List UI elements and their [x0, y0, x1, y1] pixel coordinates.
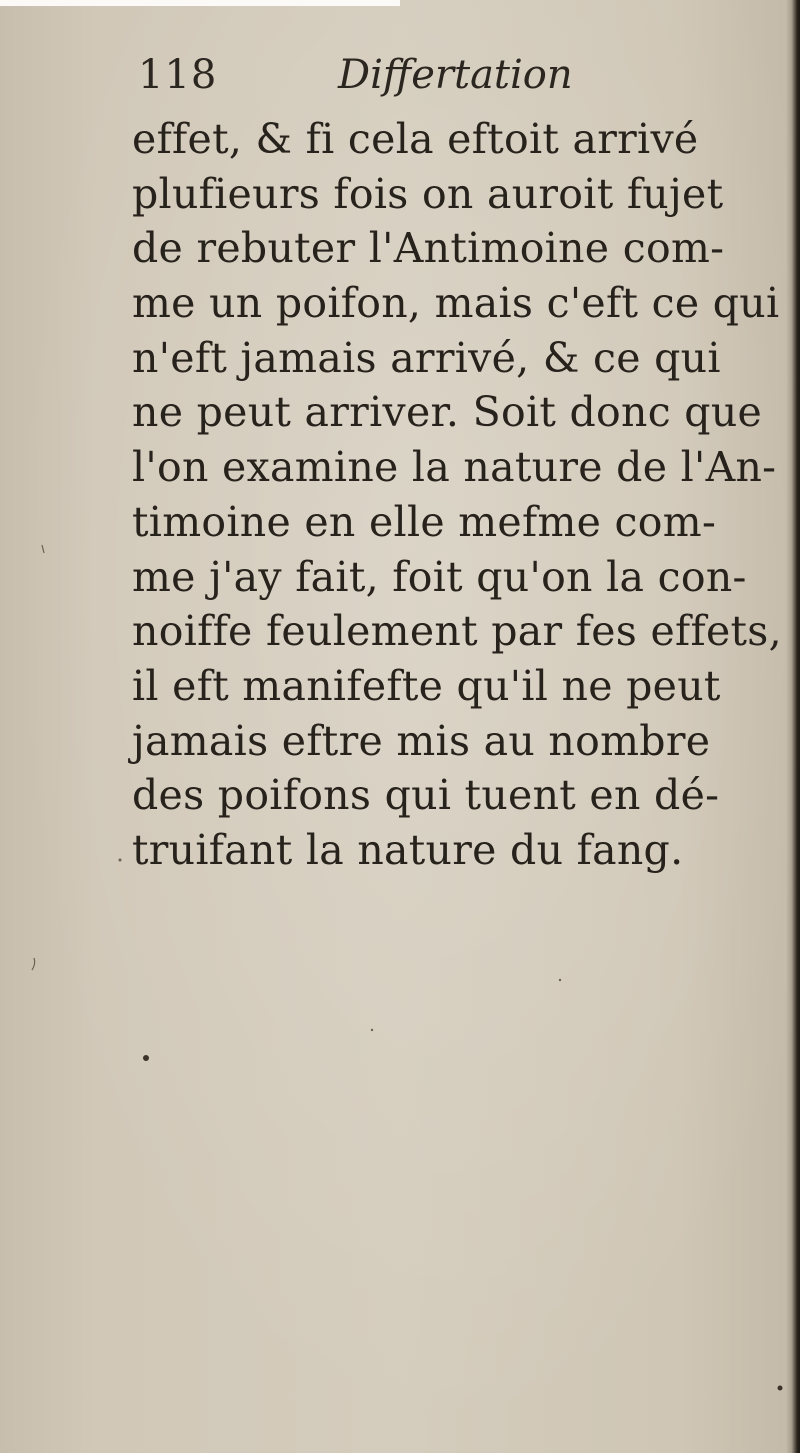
binding-shadow — [786, 0, 800, 1453]
text-line: me un poifon, mais c'eft ce qui — [132, 279, 780, 328]
text-line: jamais eftre mis au nombre — [132, 716, 711, 765]
text-line: l'on examine la nature de l'An- — [132, 443, 777, 492]
text-line: il eft manifefte qu'il ne peut — [132, 661, 721, 710]
text-line: timoine en elle mefme com- — [132, 497, 717, 546]
running-title: Differtation — [338, 52, 573, 98]
page-header — [138, 52, 658, 102]
text-line: n'eft jamais arrivé, & ce qui — [132, 333, 721, 382]
page-number: 118 — [138, 52, 218, 98]
scan-edge — [0, 0, 400, 6]
text-line: noiffe feulement par fes effets, — [132, 607, 782, 656]
text-line: des poifons qui tuent en dé- — [132, 771, 720, 820]
text-line: truifant la nature du fang. — [132, 825, 684, 874]
body-text — [132, 112, 782, 878]
text-line: de rebuter l'Antimoine com- — [132, 224, 725, 273]
text-line: me j'ay fait, foit qu'on la con- — [132, 552, 747, 601]
text-line: effet, & fi cela eftoit arrivé — [132, 115, 699, 163]
text-line: plufieurs fois on auroit fujet — [132, 169, 724, 218]
text-line: ne peut arriver. Soit donc que — [132, 388, 763, 437]
